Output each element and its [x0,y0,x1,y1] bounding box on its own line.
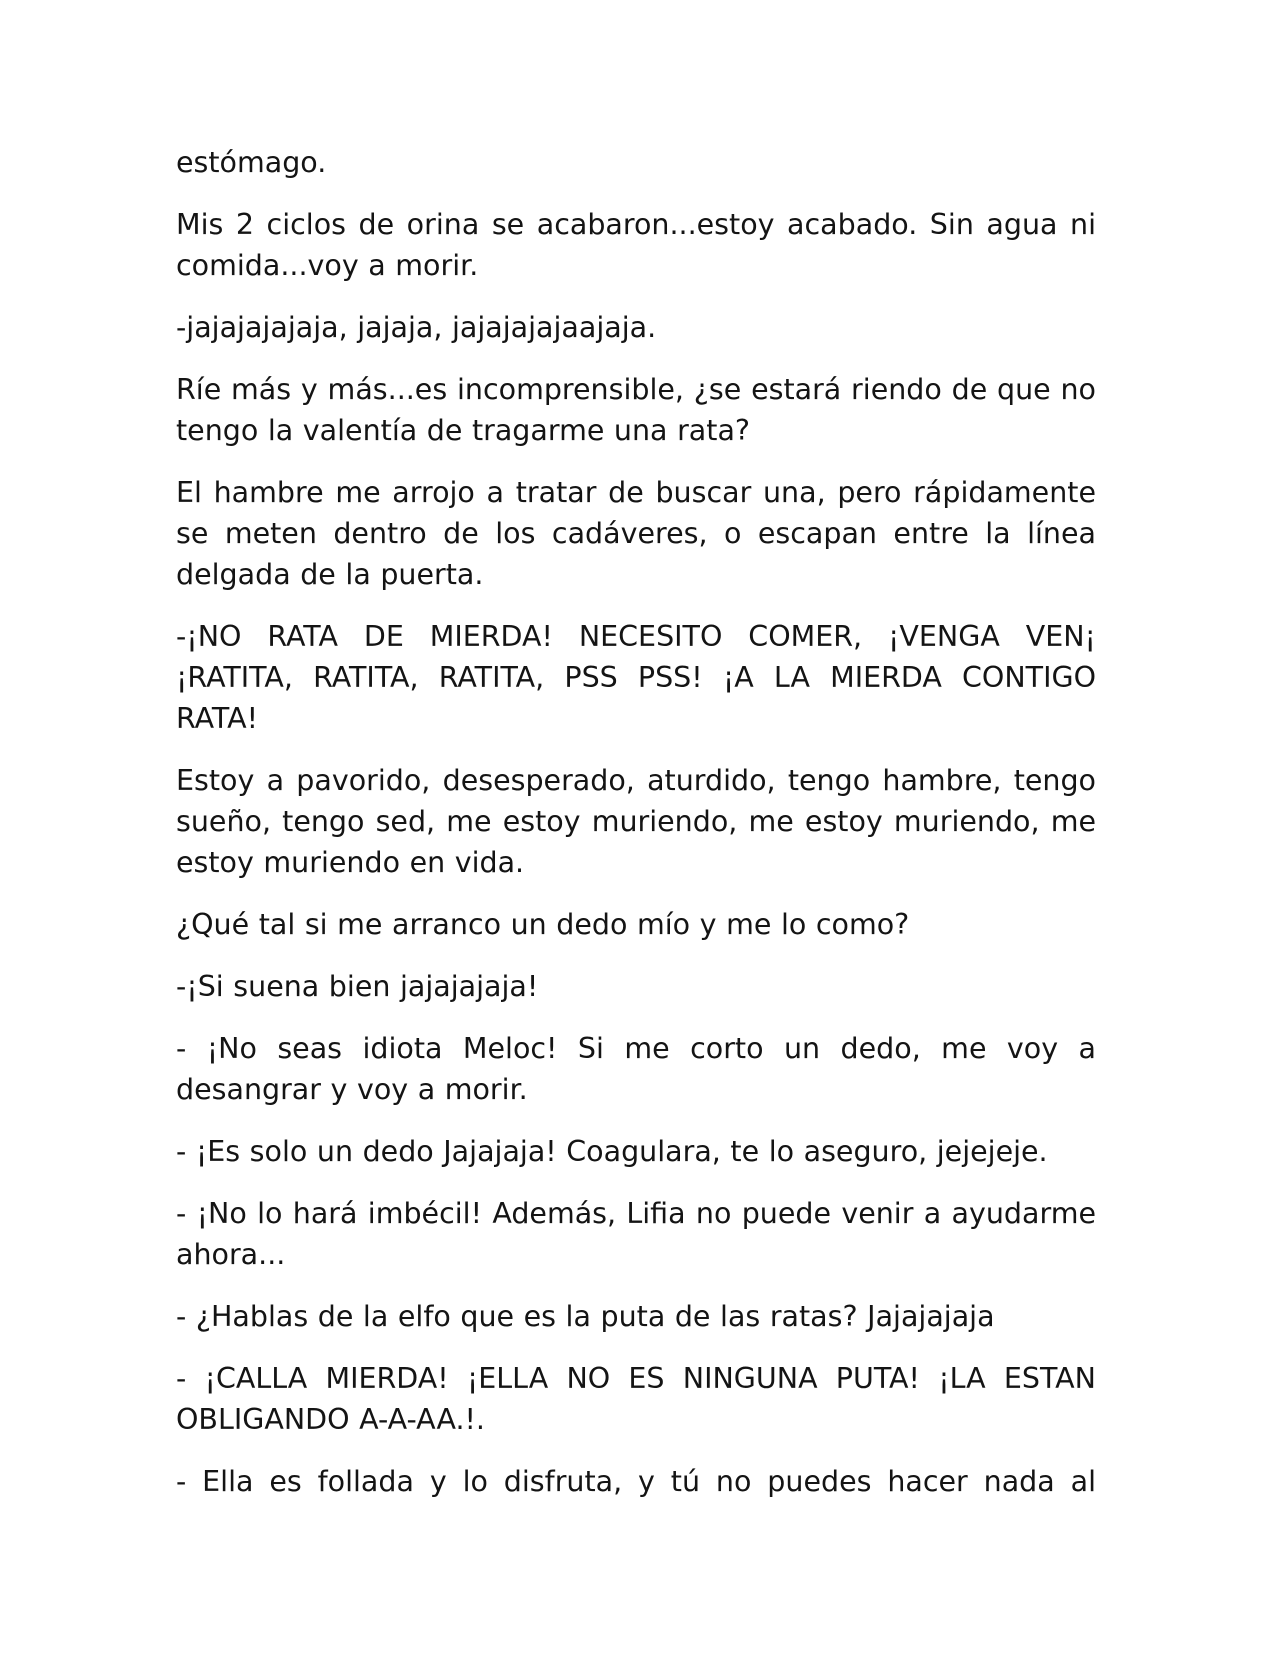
paragraph: ¿Qué tal si me arranco un dedo mío y me lo como? [176,908,910,941]
paragraph: Mis 2 ciclos de orina se acabaron...estoy acabado. Sin agua ni comida...voy a morir. [176,208,1096,282]
paragraph: - ¿Hablas de la elfo que es la puta de las ratas? Jajajajaja [176,1300,995,1333]
paragraph: -¡NO RATA DE MIERDA! NECESITO COMER, ¡VENGA VEN¡ ¡RATITA, RATITA, RATITA, PSS PSS! ¡A LA MIERDA CONTIGO RATA! [176,620,1096,735]
paragraph: Ríe más y más...es incomprensible, ¿se estará riendo de que no tengo la valentía de tragarme una rata? [176,373,1096,447]
paragraph: - ¡Es solo un dedo Jajajaja! Coagulara, te lo aseguro, jejejeje. [176,1135,1048,1168]
paragraph: - ¡CALLA MIERDA! ¡ELLA NO ES NINGUNA PUTA! ¡LA ESTAN OBLIGANDO A-A-AA.!. [176,1362,1096,1436]
paragraph: -jajajajajaja, jajaja, jajajajajaajaja. [176,311,657,344]
paragraph: - ¡No seas idiota Meloc! Si me corto un dedo, me voy a desangrar y voy a morir. [176,1032,1096,1106]
paragraph: Estoy a pavorido, desesperado, aturdido, tengo hambre, tengo sueño, tengo sed, me estoy muriendo, me estoy muriendo, me estoy muriendo en vida. [176,764,1096,879]
paragraph: -¡Si suena bien jajajajaja! [176,970,539,1003]
paragraph-continued: - Ella es follada y lo disfruta, y tú no puedes hacer nada al [176,1465,1096,1498]
body-text [176,142,1096,1523]
paragraph: estómago. [176,146,327,179]
paragraph: - ¡No lo hará imbécil! Además, Lifia no puede venir a ayudarme ahora... [176,1197,1096,1271]
paragraph: El hambre me arrojo a tratar de buscar una, pero rápidamente se meten dentro de los cadáveres, o escapan entre la línea delgada de la puerta. [176,476,1096,591]
